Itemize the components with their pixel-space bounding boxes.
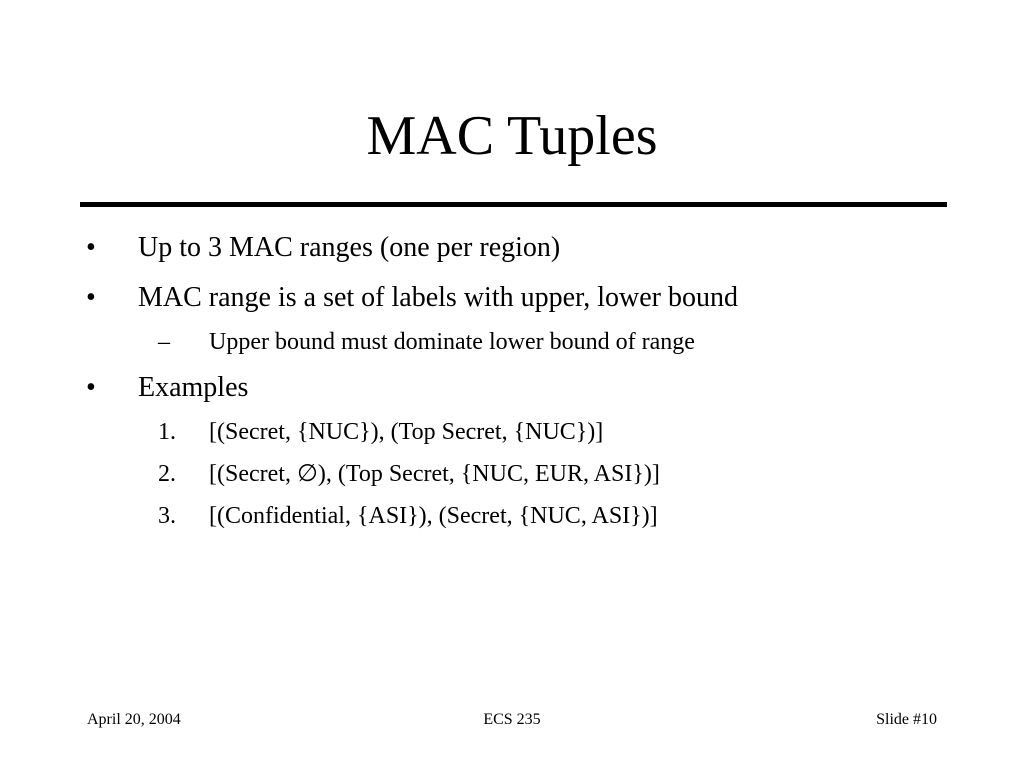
footer-course: ECS 235 [483, 711, 541, 728]
number-marker: 3. [158, 503, 176, 529]
number-marker: 1. [158, 419, 176, 445]
sub-bullet-marker: – [158, 329, 170, 355]
slide-title: MAC Tuples [366, 105, 658, 167]
footer-date: April 20, 2004 [87, 711, 181, 728]
bullet-marker: • [86, 282, 96, 313]
sub-bullet-text: Upper bound must dominate lower bound of range [209, 329, 695, 355]
numbered-text: [(Secret, {NUC}), (Top Secret, {NUC})] [209, 419, 604, 445]
numbered-text: [(Confidential, {ASI}), (Secret, {NUC, ASI})] [209, 503, 658, 529]
bullet-marker: • [86, 232, 96, 263]
bullet-text: Examples [138, 372, 249, 403]
bullet-marker: • [86, 372, 96, 403]
footer-slide-number: Slide #10 [876, 711, 937, 728]
number-marker: 2. [158, 461, 176, 487]
title-divider [80, 202, 947, 207]
bullet-text: Up to 3 MAC ranges (one per region) [138, 232, 561, 263]
bullet-text: MAC range is a set of labels with upper, lower bound [138, 282, 738, 313]
numbered-text: [(Secret, ∅), (Top Secret, {NUC, EUR, ASI})] [209, 461, 660, 487]
